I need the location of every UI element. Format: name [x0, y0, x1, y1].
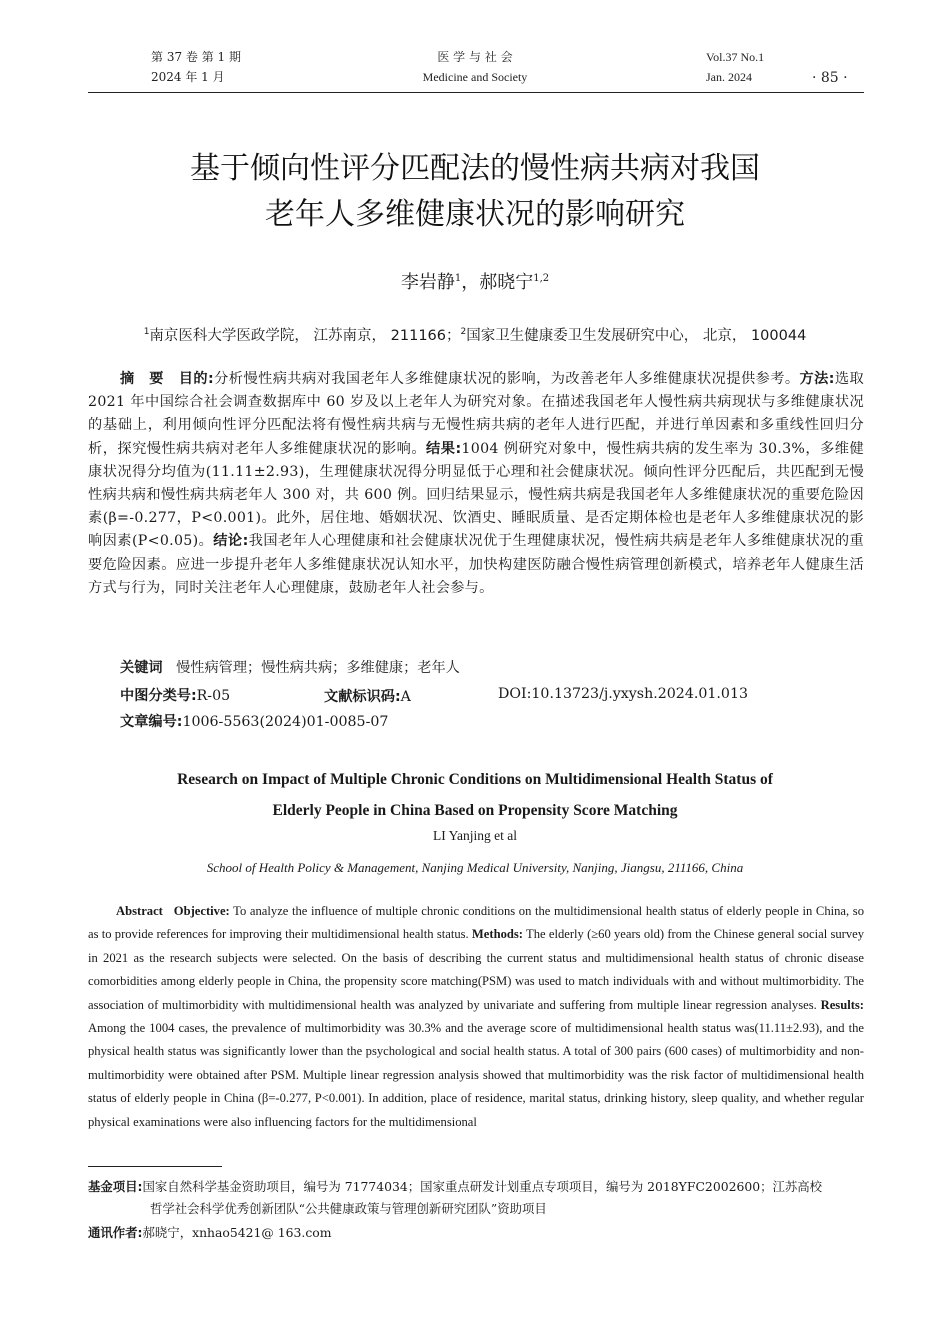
results-en-label: Results: — [820, 997, 864, 1012]
article-no-label: 文章编号: — [120, 714, 183, 730]
english-author: LI Yanjing et al — [433, 828, 517, 843]
funding-note-continued: 哲学社会科学优秀创新团队“公共健康政策与管理创新研究团队”资助项目 — [150, 1201, 547, 1216]
conclusion-text: 我国老年人心理健康和社会健康状况优于生理健康状况，慢性病共病是老年人多维健康状况的重要危险因素。应进一步提升老年人多维健康状况认知水平，加快构建医防融合慢性病管理创新模式，培养老年人健康生活方式与行为，同时关注老年人心理健康，鼓励老年人社会参与。 — [88, 533, 864, 596]
header-right — [706, 47, 764, 87]
affil-text: 国家卫生健康委卫生发展研究中心， 北京， 100044 — [466, 328, 807, 344]
article-no-value: 1006-5563(2024)01-0085-07 — [182, 714, 389, 730]
keywords-value: 慢性病管理；慢性病共病；多维健康；老年人 — [176, 660, 460, 676]
doc-code-label: 文献标识码: — [324, 689, 401, 705]
date-cn: 2024 年 1 月 — [151, 70, 225, 84]
page-title — [0, 146, 950, 238]
corresponding-label: 通讯作者: — [88, 1225, 143, 1240]
author-separator: ， — [461, 272, 480, 293]
header-center — [0, 47, 950, 87]
abstract-label: 摘 要 — [120, 371, 164, 387]
article-number — [120, 712, 388, 732]
abstract-en — [88, 900, 864, 1134]
volume-issue-en: Vol.37 No.1 — [706, 50, 765, 64]
affil-mark: 1 — [143, 327, 150, 338]
clc-number — [120, 686, 230, 706]
english-title — [0, 764, 950, 826]
document-code — [324, 686, 411, 706]
affil-mark: 2 — [460, 327, 467, 338]
author-affil-mark: 1,2 — [533, 273, 550, 284]
objective-text: 分析慢性病共病对我国老年人多维健康状况的影响，为改善老年人多维健康状况提供参考。 — [214, 371, 800, 387]
header-divider — [88, 92, 864, 93]
abstract-cn — [88, 368, 864, 600]
author-list — [0, 268, 950, 294]
volume-issue-cn: 第 37 卷 第 1 期 — [151, 50, 241, 64]
funding-label: 基金项目: — [88, 1179, 143, 1194]
doi: DOI:10.13723/j.yxysh.2024.01.013 — [498, 686, 748, 702]
title-line-2: 老年人多维健康状况的影响研究 — [265, 197, 685, 232]
methods-text: 选取 2021 年中国综合社会调查数据库中 60 岁及以上老年人为研究对象。在描述我国老年人慢性病共病现状与多维健康状况的基础上，利用倾向性评分匹配法将有慢性病共病与无慢性病共病的老年人进行匹配，并进行单因素和多重线性回归分析，探究慢性病共病对老年人多维健康状况的影响。 — [88, 371, 865, 457]
author-name: 郝晓宁 — [479, 272, 534, 293]
funding-note — [88, 1176, 864, 1198]
title-line-1: 基于倾向性评分匹配法的慢性病共病对我国 — [190, 151, 760, 186]
clc-label: 中图分类号: — [120, 688, 197, 704]
abstract-en-label: Abstract — [116, 904, 163, 918]
english-title-line-2: Elderly People in China Based on Propensity Score Matching — [272, 802, 678, 819]
methods-en-label: Methods: — [471, 927, 523, 942]
corresponding-author — [88, 1222, 332, 1244]
corresponding-value: 郝晓宁，xnhao5421@ 163.com — [142, 1225, 332, 1240]
english-affiliation: School of Health Policy & Management, Nanjing Medical University, Nanjing, Jiangsu, 211166, China — [206, 860, 744, 875]
keywords — [120, 658, 460, 678]
author-name: 李岩静 — [400, 272, 455, 293]
results-en-text: Among the 1004 cases, the prevalence of multimorbidity was 30.3% and the average score of multidimensional health status was(11.11±2.93), and the physical health status was significantly lower than the psychological and social health status. A total of 300 pairs (600 cases) of multimorbidity and non-multimorbidity were obtained after PSM. Multiple linear regression analysis showed that multimorbidity was the risk factor of multidimensional health status of elderly people in China (β=-0.277, P<0.001). In addition, place of residence, marital status, drinking history, sleep quality, and whether regular physical examinations were also influencing factors for the multidimensional — [88, 1021, 864, 1129]
page-number: · 85 · — [812, 70, 848, 86]
journal-name-en: Medicine and Society — [422, 70, 528, 84]
clc-value: R-05 — [196, 688, 231, 704]
objective-en-text: To analyze the influence of multiple chronic conditions on the multidimensional health status of elderly people in China, so as to provide references for improving their multidimensional health status. — [88, 904, 864, 942]
methods-en-text: The elderly (≥60 years old) from the Chinese general social survey in 2021 as the research subjects were selected. On the basis of describing the current status and multidimensional health status of chronic disease comorbidities among elderly people in China, the propensity score matching(PSM) was used to match individuals with and without multimorbidity. The association of multimorbidity with multidimensional health was analyzed by univariate and suffering from multiple linear regression analyses. — [88, 927, 865, 1012]
objective-en-label: Objective: — [173, 904, 230, 918]
objective-label: 目的: — [178, 371, 215, 387]
english-title-line-1: Research on Impact of Multiple Chronic Conditions on Multidimensional Health Status of — [177, 771, 773, 788]
date-en: Jan. 2024 — [706, 70, 752, 84]
methods-label: 方法: — [799, 371, 835, 387]
results-text: 1004 例研究对象中，慢性病共病的发生率为 30.3%，多维健康状况得分均值为(11.11±2.93)，生理健康状况得分明显低于心理和社会健康状况。倾向性评分匹配后，共匹配到无慢性病共病和慢性病共病老年人 300 对，共 600 例。回归结果显示，慢性病共病是我国老年人多维健康状况的重要危险因素(β=-0.277，P<0.001)。此外，居住地、婚姻状况、饮酒史、睡眠质量、是否定期体检也是老年人多维健康状况的影响因素(P<0.05)。 — [88, 440, 864, 550]
doc-code-value: A — [400, 689, 411, 705]
journal-name-cn: 医 学 与 社 会 — [437, 50, 513, 64]
affiliation-cn — [0, 324, 950, 345]
funding-text: 国家自然科学基金资助项目，编号为 71774034；国家重点研发计划重点专项项目，编号为 2018YFC2002600；江苏高校 — [142, 1179, 823, 1194]
affil-text: 南京医科大学医政学院， 江苏南京， 211166； — [149, 328, 461, 344]
conclusion-label: 结论: — [213, 533, 249, 550]
footnote-divider — [88, 1166, 222, 1167]
results-label: 结果: — [426, 440, 462, 457]
keywords-label: 关键词 — [120, 660, 163, 676]
author-affil-mark: 1 — [454, 273, 462, 284]
